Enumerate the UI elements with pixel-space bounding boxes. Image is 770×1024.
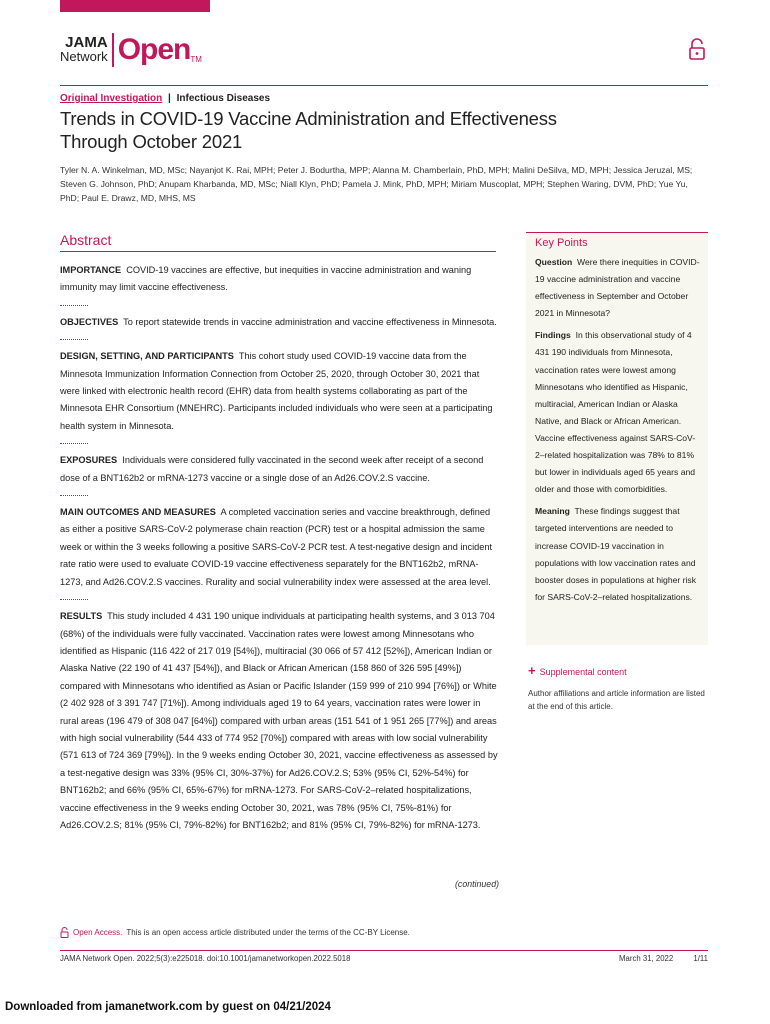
section-label: MAIN OUTCOMES AND MEASURES [60, 507, 216, 518]
kicker-separator: | [168, 93, 171, 104]
section-divider [60, 599, 88, 600]
section-divider [60, 339, 88, 340]
top-accent-bar [60, 0, 210, 12]
download-stamp: Downloaded from jamanetwork.com by guest on 04/21/2024 [5, 1001, 331, 1013]
abstract-exposures [60, 452, 498, 487]
section-label: OBJECTIVES [60, 316, 119, 327]
affiliations-note: Author affiliations and article information are listed at the end of this article. [528, 689, 705, 711]
open-access-text: This is an open access article distributed under the terms of the CC-BY License. [126, 928, 410, 937]
abstract-objectives [60, 314, 498, 331]
section-text: Individuals were considered fully vaccinated in the second week after receipt of a second dose of a BNT162b2 or mRNA-1273 vaccine or a single dose of an Ad26.COV.2.S vaccine. [60, 455, 484, 483]
open-access-label[interactable]: Open Access. [73, 928, 123, 937]
author-list: Tyler N. A. Winkelman, MD, MSc; Nayanjot K. Rai, MPH; Peter J. Bodurtha, MPP; Alanna M. Chamberlain, PhD, MPH; Malini DeSilva, MD, MPH; Jessica Jeruzal, MS; Steven G. Johnson, PhD; Anupam Kharbanda, MD, MSc; Niall Klyn, PhD; Pamela J. Mink, PhD, MPH; Miriam Muscoplat, MPH; Stephen Waring, DVM, PhD; Yue Yu, PhD; Paul E. Drawz, MD, MHS, MS [60, 165, 693, 203]
page-footer [60, 950, 708, 963]
article-type-link[interactable]: Original Investigation [60, 93, 163, 104]
publication-date: March 31, 2022 [619, 954, 674, 963]
section-text: This cohort study used COVID-19 vaccine data from the Minnesota Immunization Information Connection from October 25, 2020, through October 30, 2021 that were linked with electronic health record (EHR) data from health systems collaborating as part of the Minnesota EHR Consortium (MNEHRC). Participants included individuals who were seen at a participating health system in Minnesota. [60, 351, 493, 431]
abstract-results [60, 608, 498, 834]
section-label: DESIGN, SETTING, AND PARTICIPANTS [60, 351, 234, 362]
key-point-label: Meaning [535, 506, 570, 517]
abstract-outcomes [60, 504, 498, 591]
section-text: COVID-19 vaccines are effective, but inequities in vaccine administration and waning immunity may limit vaccine effectiveness. [60, 265, 472, 293]
section-label: IMPORTANCE [60, 265, 122, 275]
header-rule [60, 85, 708, 86]
key-point-text: These findings suggest that targeted interventions are needed to increase COVID-19 vaccination in populations with low vaccination rates and booster doses in populations at higher risk for SARS-CoV-2–related hospitalizations. [535, 506, 696, 602]
section-label: RESULTS [60, 611, 103, 622]
subject-label[interactable]: Infectious Diseases [176, 93, 270, 104]
key-point-findings [535, 327, 703, 498]
journal-logo[interactable] [60, 30, 202, 70]
page-number: 1/11 [693, 954, 708, 963]
abstract-heading: Abstract [60, 232, 496, 252]
article-kicker [60, 93, 270, 104]
supplemental-content-link[interactable] [528, 663, 627, 678]
logo-divider [112, 33, 114, 67]
section-label: EXPOSURES [60, 455, 118, 466]
open-access-lock-icon [60, 927, 69, 938]
key-point-question [535, 254, 703, 322]
logo-wordmark [60, 36, 108, 64]
logo-trademark: TM [190, 55, 202, 64]
abstract-importance [60, 262, 498, 297]
key-point-label: Question [535, 257, 573, 267]
open-lock-icon [688, 38, 706, 60]
footer-right [601, 954, 708, 963]
section-text: This study included 4 431 190 unique individuals at participating health systems, and 3 013 704 (68%) of the individuals were fully vaccinated. Vaccination rates were lowest among Minnesotans who identified as Hispanic (116 422 of 217 019 [54%]), multiracial (30 066 of 57 412 [52%]), American Indian or Alaska Native (22 190 of 41 437 [54%]), and Black or African American (158 860 of 326 595 [49%]) compared with Minnesotans who identified as Asian or Pacific Islander (159 999 of 210 994 [76%]) or White (2 402 928 of 3 391 747 [71%]). Among individuals aged 19 to 64 years, vaccination rates were lower in rural areas (196 479 of 308 047 [64%]) compared with urban areas (151 541 of 1 951 265 [77%]) and areas with high social vulnerability (544 433 of 774 952 [70%]) compared with areas with low social vulnerability (571 613 of 724 369 [79%]). In the 9 weeks ending October 30, 2021, vaccine effectiveness as assessed by a test-negative design was 33% (95% CI, 30%-37%) for Ad26.COV.2.S; 53% (95% CI, 52%-54%) for BNT162b2; and 66% (95% CI, 65%-67%) for mRNA-1273. For SARS-CoV-2–related hospitalizations, vaccine effectiveness in the 9 weeks ending October 30, 2021, was 78% (95% CI, 75%-81%) for Ad26.COV.2.S; 81% (95% CI, 79%-82%) for BNT162b2; and 81% (95% CI, 79%-82%) for mRNA-1273. [60, 611, 498, 830]
logo-network: Network [60, 49, 108, 64]
key-points-heading: Key Points [535, 237, 588, 249]
abstract-design [60, 348, 498, 435]
open-access-note [60, 927, 410, 938]
logo-jama: JAMA [65, 34, 108, 51]
section-text: To report statewide trends in vaccine administration and vaccine effectiveness in Minnesota. [123, 316, 497, 327]
plus-icon: + [528, 663, 536, 678]
key-point-meaning [535, 503, 703, 606]
key-points-body [535, 254, 703, 611]
section-divider [60, 495, 88, 496]
key-point-label: Findings [535, 330, 571, 341]
key-point-text: In this observational study of 4 431 190 individuals from Minnesota, vaccination rates were lowest among Minnesotans who identified as Hispanic, multiracial, American Indian or Alaska Native, and Black or African American. Vaccine effectiveness against SARS-CoV-2–related hospitalization was 78% to 81% but lower in individuals aged 65 years and older and those with comorbidities. [535, 330, 696, 495]
supplemental-label: Supplemental content [539, 667, 627, 677]
abstract-body [60, 262, 498, 834]
continued-note: (continued) [455, 879, 500, 889]
key-point-text: Were there inequities in COVID-19 vaccine administration and vaccine effectiveness in September and October 2021 in Minnesota? [535, 257, 700, 319]
article-title: Trends in COVID-19 Vaccine Administration and Effectiveness Through October 2021 [60, 108, 557, 152]
section-text: A completed vaccination series and vaccine breakthrough, defined as either a positive SARS-CoV-2 polymerase chain reaction (PCR) test or a hospital admission the same week or within the 3 weeks following a positive SARS-CoV-2 PCR test. A test-negative design and incident rate ratio were used to evaluate COVID-19 vaccine effectiveness separately for the BNT162b2, mRNA-1273, and Ad26.COV.2.S vaccines. Rurality and social vulnerability index were assessed at the area level. [60, 507, 493, 587]
logo-open: Open [117, 33, 191, 66]
citation: JAMA Network Open. 2022;5(3):e225018. doi:10.1001/jamanetworkopen.2022.5018 [60, 954, 351, 963]
section-divider [60, 305, 88, 306]
section-divider [60, 443, 88, 444]
